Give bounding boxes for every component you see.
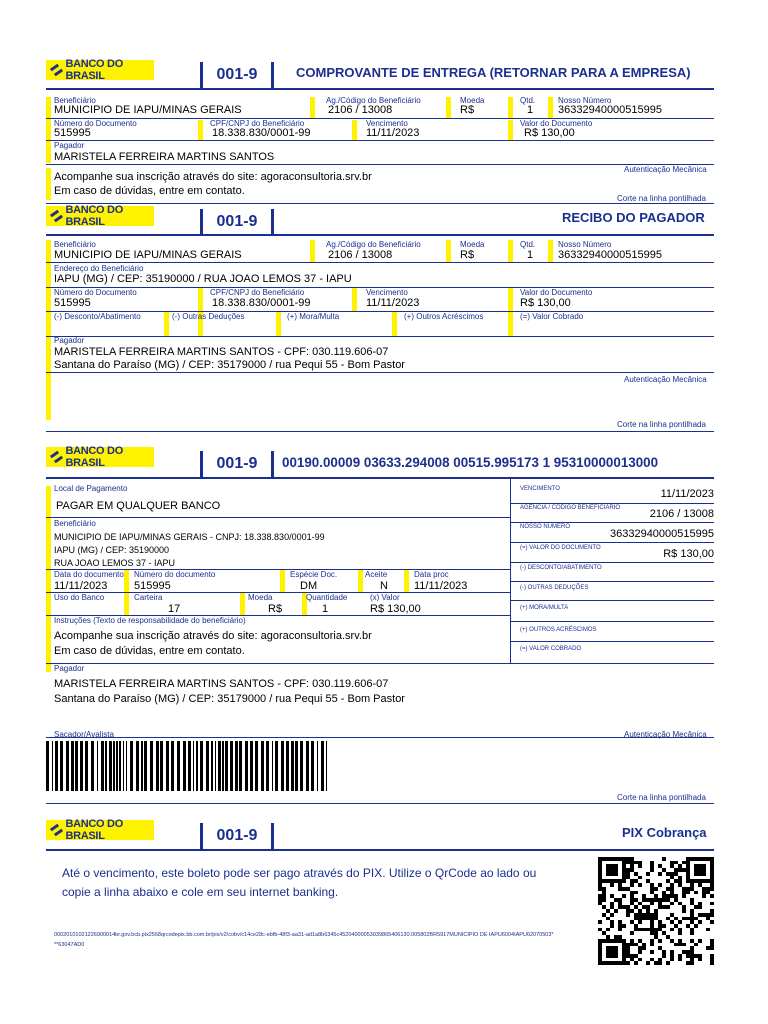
data-proc-value: 11/11/2023 <box>414 580 468 592</box>
endereco-value: IAPU (MG) / CEP: 35190000 / RUA JOAO LEMOS 37 - IAPU <box>54 273 352 285</box>
vencimento-value: 11/11/2023 <box>366 127 420 139</box>
bank-logo-text: BANCO DO BRASIL <box>65 445 123 469</box>
beneficiario-label: Beneficiário <box>54 519 96 528</box>
bank-logo <box>46 206 154 226</box>
desconto-label: (-) DESCONTO/ABATIMENTO <box>520 565 602 571</box>
aceite-label: Aceite <box>365 570 388 579</box>
nosso-numero-label: Nosso Número <box>558 96 612 105</box>
divider <box>46 849 714 851</box>
pagador-line-1: MARISTELA FERREIRA MARTINS SANTOS - CPF: 030.119.606-07 <box>54 346 389 358</box>
beneficiario-line-1: MUNICIPIO DE IAPU/MINAS GERAIS - CNPJ: 18.338.830/0001-99 <box>54 532 325 542</box>
moeda-label: Moeda <box>460 96 485 105</box>
instruction-line-1: Acompanhe sua inscrição através do site: agoraconsultoria.srv.br <box>54 171 372 183</box>
numero-doc-label: Número do Documento <box>54 288 137 297</box>
moeda-label: Moeda <box>460 240 485 249</box>
cpf-label: CPF/CNPJ do Beneficiário <box>210 119 305 128</box>
acrescimos-label: (+) OUTROS ACRÉSCIMOS <box>520 627 597 633</box>
divider <box>46 477 714 479</box>
xvalor-value: R$ 130,00 <box>370 603 421 615</box>
cobrado-label: (=) Valor Cobrado <box>520 312 584 321</box>
data-proc-label: Data proc <box>414 570 449 579</box>
desconto-label: (-) Desconto/Abatimento <box>54 312 141 321</box>
especie-label: Espécie Doc. <box>290 570 338 579</box>
pix-qr-code <box>598 857 714 965</box>
quantidade-label: Quantidade <box>306 593 348 602</box>
instruction-line-1: Acompanhe sua inscrição através do site: agoraconsultoria.srv.br <box>54 630 372 642</box>
bank-logo <box>46 447 154 467</box>
data-doc-label: Data do documento <box>54 570 124 579</box>
nosso-numero-label: Nosso Número <box>558 240 612 249</box>
endereco-label: Endereço do Beneficiário <box>54 264 144 273</box>
vencimento-label: VENCIMENTO <box>520 486 560 492</box>
beneficiario-value: MUNICIPIO DE IAPU/MINAS GERAIS <box>54 249 242 261</box>
vencimento-label: Vencimento <box>366 119 408 128</box>
moeda-value: R$ <box>460 104 475 116</box>
receipt-title: COMPROVANTE DE ENTREGA (RETORNAR PARA A EMPRESA) <box>296 65 691 80</box>
pagador-line-2: Santana do Paraíso (MG) / CEP: 35179000 / rua Pequi 55 - Bom Pastor <box>54 693 405 705</box>
pix-copy-code[interactable]: 00020101021226900014br.gov.bcb.pix2568qrcodepix.bb.com.br/pix/v2/cobv/c14ce28c-ebfb-48f3-aa31-ad1a8b6345c45204000053039865406130.005802BR5917MUNICIPIO DE IAPU6004IAPU62070503***63047AD0 <box>54 932 554 948</box>
outras-deducoes-label: (-) OUTRAS DEDUÇÕES <box>520 585 589 591</box>
linha-digitavel: 00190.00009 03633.294008 00515.995173 1 95310000013000 <box>282 455 659 470</box>
agencia-label: Ag./Código do Beneficiário <box>326 240 421 249</box>
valor-value: R$ 130,00 <box>520 297 571 309</box>
qtd-label: Qtd. <box>520 96 536 105</box>
pagador-label: Pagador <box>54 141 85 150</box>
beneficiario-value: MUNICIPIO DE IAPU/MINAS GERAIS <box>54 104 242 116</box>
bb-logo-icon <box>50 824 62 836</box>
bank-logo-text: BANCO DO BRASIL <box>65 58 123 82</box>
agencia-value: 2106 / 13008 <box>328 249 393 261</box>
numero-doc-value: 515995 <box>54 127 91 139</box>
valor-value: R$ 130,00 <box>524 127 575 139</box>
pix-title: PIX Cobrança <box>622 825 707 840</box>
bb-logo-icon <box>50 210 62 222</box>
uso-banco-label: Uso do Banco <box>54 593 105 602</box>
valor-label: Valor do Documento <box>520 119 593 128</box>
autenticacao-label: Autenticação Mecânica <box>624 730 707 739</box>
moeda-label: Moeda <box>248 593 273 602</box>
local-pagamento-value: PAGAR EM QUALQUER BANCO <box>56 500 221 512</box>
valor-doc-label: (=) VALOR DO DOCUMENTO <box>520 545 601 551</box>
divider <box>46 234 714 236</box>
bank-logo <box>46 820 154 840</box>
agencia-value: 2106 / 13008 <box>328 104 393 116</box>
mora-label: (+) Mora/Multa <box>287 312 340 321</box>
vencimento-value: 11/11/2023 <box>366 297 420 309</box>
beneficiario-label: Beneficiário <box>54 240 96 249</box>
bank-logo-text: BANCO DO BRASIL <box>65 204 123 228</box>
nosso-numero-value: 36332940000515995 <box>558 104 663 116</box>
bank-code: 001-9 <box>200 209 274 235</box>
autenticacao-label: Autenticação Mecânica <box>624 165 707 174</box>
cpf-value: 18.338.830/0001-99 <box>212 297 311 309</box>
especie-value: DM <box>300 580 318 592</box>
aceite-value: N <box>380 580 388 592</box>
beneficiario-label: Beneficiário <box>54 96 96 105</box>
beneficiario-line-3: RUA JOAO LEMOS 37 - IAPU <box>54 558 176 568</box>
instruction-line-2: Em caso de dúvidas, entre em contato. <box>54 645 245 657</box>
boleto-barcode <box>46 741 554 791</box>
pagador-label: Pagador <box>54 336 85 345</box>
vencimento-label: Vencimento <box>366 288 408 297</box>
valor-label: Valor do Documento <box>520 288 593 297</box>
nosso-numero-value: 36332940000515995 <box>558 249 663 261</box>
corte-label: Corte na linha pontilhada <box>617 420 706 429</box>
agencia-label: Ag./Código do Beneficiário <box>326 96 421 105</box>
corte-label: Corte na linha pontilhada <box>617 793 706 802</box>
corte-label: Corte na linha pontilhada <box>617 194 706 203</box>
pagador-label: Pagador <box>54 664 85 673</box>
quantidade-value: 1 <box>322 603 329 615</box>
qtd-value: 1 <box>527 249 534 261</box>
qtd-value: 1 <box>527 104 534 116</box>
instrucoes-label: Instruções (Texto de responsabilidade do beneficiário) <box>54 616 246 625</box>
beneficiario-line-2: IAPU (MG) / CEP: 35190000 <box>54 545 170 555</box>
receipt-title: RECIBO DO PAGADOR <box>562 210 705 225</box>
numero-doc-value: 515995 <box>54 297 91 309</box>
qtd-label: Qtd. <box>520 240 536 249</box>
valor-doc-value: R$ 130,00 <box>663 548 714 560</box>
outras-deducoes-label: (-) Outras Deduções <box>172 312 245 321</box>
sacador-label: Sacador/Avalista <box>54 730 114 739</box>
cpf-value: 18.338.830/0001-99 <box>212 127 311 139</box>
carteira-value: 17 <box>168 603 181 615</box>
bank-logo-text: BANCO DO BRASIL <box>65 818 123 842</box>
pagador-line-2: Santana do Paraíso (MG) / CEP: 35179000 / rua Pequi 55 - Bom Pastor <box>54 359 405 371</box>
numero-doc-label: Número do documento <box>134 570 216 579</box>
bank-logo <box>46 60 154 80</box>
pagador-line-1: MARISTELA FERREIRA MARTINS SANTOS - CPF: 030.119.606-07 <box>54 678 389 690</box>
bank-code: 001-9 <box>200 823 274 849</box>
data-doc-value: 11/11/2023 <box>54 580 108 592</box>
instruction-line-2: Em caso de dúvidas, entre em contato. <box>54 185 245 197</box>
bb-logo-icon <box>50 451 62 463</box>
vencimento-value: 11/11/2023 <box>660 488 714 500</box>
autenticacao-label: Autenticação Mecânica <box>624 375 707 384</box>
divider <box>46 88 714 90</box>
moeda-value: R$ <box>460 249 475 261</box>
carteira-label: Carteira <box>134 593 163 602</box>
bank-code: 001-9 <box>200 62 274 88</box>
local-pagamento-label: Local de Pagamento <box>54 484 128 493</box>
pagador-value: MARISTELA FERREIRA MARTINS SANTOS <box>54 151 275 163</box>
cpf-label: CPF/CNPJ do Beneficiário <box>210 288 305 297</box>
numero-doc-value: 515995 <box>134 580 171 592</box>
agencia-label: AGÊNCIA / CÓDIGO BENEFICIÁRIO <box>520 505 621 511</box>
nosso-numero-label: NOSSO NÚMERO <box>520 524 571 530</box>
mora-label: (+) MORA/MULTA <box>520 605 569 611</box>
nosso-numero-value: 36332940000515995 <box>609 528 714 540</box>
xvalor-label: (x) Valor <box>370 593 400 602</box>
acrescimos-label: (+) Outros Acréscimos <box>404 312 484 321</box>
cobrado-label: (=) VALOR COBRADO <box>520 646 582 652</box>
numero-doc-label: Número do Documento <box>54 119 137 128</box>
moeda-value: R$ <box>268 603 283 615</box>
bb-logo-icon <box>50 64 62 76</box>
pix-instructions: Até o vencimento, este boleto pode ser pago através do PIX. Utilize o QrCode ao lado ou copie a linha abaixo e cole em seu internet banking. <box>62 866 537 899</box>
agencia-value: 2106 / 13008 <box>649 508 714 520</box>
bank-code: 001-9 <box>200 451 274 477</box>
